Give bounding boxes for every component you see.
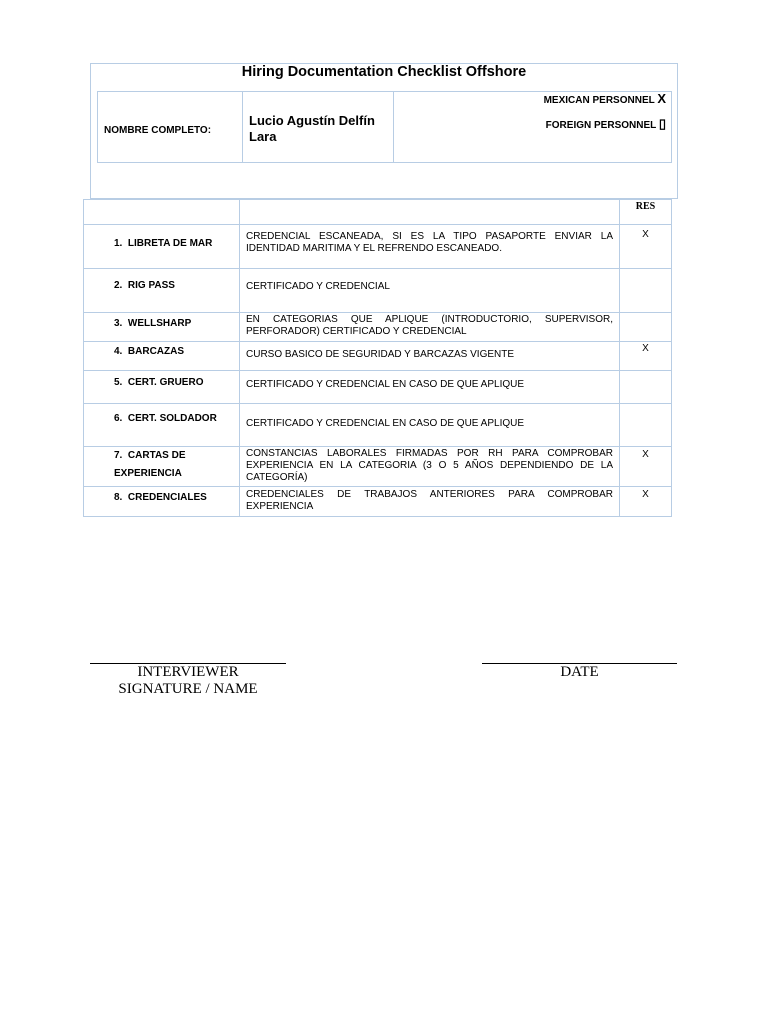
foreign-personnel-checkbox: ▯	[658, 116, 666, 131]
header-cell	[84, 200, 240, 225]
mexican-personnel-mark: X	[657, 91, 666, 106]
table-row	[84, 371, 672, 404]
table-row	[84, 447, 672, 487]
description-cell: CURSO BASICO DE SEGURIDAD Y BARCAZAS VIGENTE	[240, 342, 620, 371]
item-cell: 2. RIG PASS	[84, 269, 240, 313]
res-cell: X	[620, 342, 672, 371]
description-cell: CREDENCIALES DE TRABAJOS ANTERIORES PARA COMPROBAR EXPERIENCIA	[240, 487, 620, 517]
divider	[242, 92, 243, 162]
table-row	[84, 313, 672, 342]
header-cell	[240, 200, 620, 225]
full-name-label: NOMBRE COMPLETO:	[104, 125, 212, 136]
item-cell: 3. WELLSHARP	[84, 313, 240, 342]
table-header-row	[84, 200, 672, 225]
item-cell: 8. CREDENCIALES	[84, 487, 240, 517]
documentation-checklist-table	[83, 199, 672, 517]
res-cell	[620, 371, 672, 404]
full-name-value: Lucio Agustín Delfín Lara	[249, 113, 375, 144]
description-cell: CREDENCIAL ESCANEADA, SI ES LA TIPO PASAPORTE ENVIAR LA IDENTIDAD MARITIMA Y EL REFRENDO ESCANEADO.	[240, 225, 620, 269]
item-cell: 5. CERT. GRUERO	[84, 371, 240, 404]
table-row	[84, 225, 672, 269]
item-cell: 4. BARCAZAS	[84, 342, 240, 371]
description-cell: CONSTANCIAS LABORALES FIRMADAS POR RH PARA COMPROBAR EXPERIENCIA EN LA CATEGORIA (3 O 5 AÑOS DEPENDIENDO DE LA CATEGORÍA)	[240, 447, 620, 487]
page-title: Hiring Documentation Checklist Offshore	[241, 64, 527, 80]
res-cell	[620, 269, 672, 313]
foreign-personnel-option	[546, 116, 666, 132]
foreign-personnel-label: FOREIGN PERSONNEL	[545, 120, 657, 131]
divider	[393, 92, 394, 162]
table-row	[84, 269, 672, 313]
date-label: DATE	[560, 664, 599, 680]
description-cell: CERTIFICADO Y CREDENCIAL	[240, 269, 620, 313]
item-cell: 7. CARTAS DE EXPERIENCIA	[84, 447, 240, 487]
table-row	[84, 404, 672, 447]
table-row	[84, 342, 672, 371]
interviewer-signature-label: INTERVIEWER SIGNATURE / NAME	[118, 664, 258, 697]
res-cell	[620, 404, 672, 447]
table-row	[84, 487, 672, 517]
res-cell: X	[620, 225, 672, 269]
description-cell: CERTIFICADO Y CREDENCIAL EN CASO DE QUE APLIQUE	[240, 371, 620, 404]
res-cell: X	[620, 487, 672, 517]
res-column-header: RES	[620, 200, 672, 225]
description-cell: CERTIFICADO Y CREDENCIAL EN CASO DE QUE APLIQUE	[240, 404, 620, 447]
item-cell: 1. LIBRETA DE MAR	[84, 225, 240, 269]
mexican-personnel-label: MEXICAN PERSONNEL	[543, 95, 655, 106]
res-cell: X	[620, 447, 672, 487]
mexican-personnel-option	[544, 91, 666, 106]
res-cell	[620, 313, 672, 342]
description-cell: EN CATEGORIAS QUE APLIQUE (INTRODUCTORIO, SUPERVISOR, PERFORADOR) CERTIFICADO Y CREDENCIAL	[240, 313, 620, 342]
item-cell: 6. CERT. SOLDADOR	[84, 404, 240, 447]
